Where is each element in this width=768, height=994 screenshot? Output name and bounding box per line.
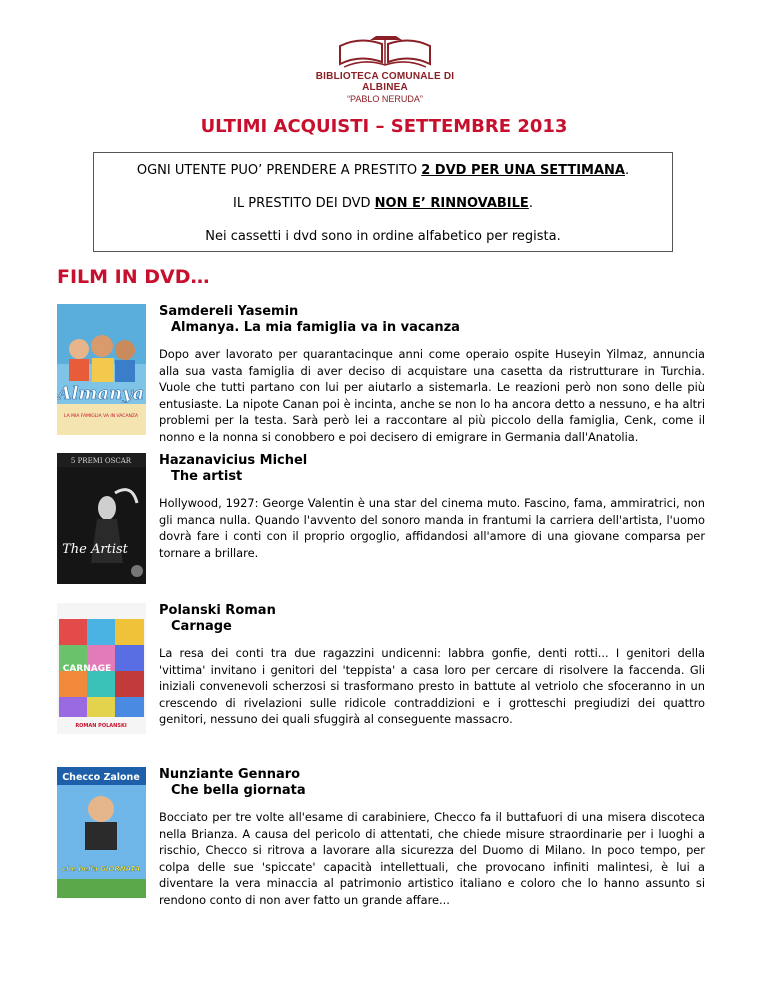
section-title: FILM IN DVD… bbox=[57, 266, 210, 288]
film-director: Samdereli Yasemin bbox=[159, 304, 299, 319]
notice-line-2 bbox=[94, 196, 672, 211]
film-title: The artist bbox=[171, 469, 243, 484]
film-title: Che bella giornata bbox=[171, 783, 306, 798]
notice-line-2-bold: NON E’ RINNOVABILE bbox=[374, 196, 529, 211]
notice-line-1 bbox=[94, 163, 672, 178]
film-director: Hazanavicius Michel bbox=[159, 453, 308, 468]
cover-subtitle: che bella GIORNATA bbox=[62, 865, 140, 873]
film-description: Dopo aver lavorato per quarantacinque anni come operaio ospite Huseyin Yilmaz, annuncia alla sua vasta famiglia di aver deciso di acquistare una casetta da ristrutturare in Turchia. Vuole che tutti partano con lui per aiutarlo a sistemarla. Le reazioni però non sono delle più entusiaste. La nipote Canan poi è incinta, anche se non lo ha ancora detto a nessuno, e ha altri problemi per la testa. Sarà però lei a raccontare al più piccolo della famiglia, Cenk, come il nonno e la nonna si conobbero e poi decisero di emigrare in Germania dall'Anatolia. bbox=[159, 347, 705, 444]
film-description: La resa dei conti tra due ragazzini undicenni: labbra gonfie, denti rotti... I genitori della 'vittima' invitano i genitori del 'teppista' a casa loro per cercare di risolvere la faccenda. Gli iniziali convenevoli scherzosi si trasformano presto in battute al vetriolo che sfoceranno in un crescendo di rivelazioni sulle ridicole contraddizioni e i grotteschi pregiudizi dei quattro genitori, nessuno dei quali sfuggirà al conseguente massacro. bbox=[159, 646, 705, 726]
notice-line-2-end: . bbox=[528, 196, 533, 211]
notice-line-1-bold: 2 DVD PER UNA SETTIMANA bbox=[421, 163, 625, 178]
film-description: Hollywood, 1927: George Valentin è una star del cinema muto. Fascino, fama, ammiratrici, non gli manca nulla. Quando l'avvento del sonoro manda in frantumi la carriera dell'artista, l'uomo dovrà fare i conti con il proprio orgoglio, affidandosi all'amore di una giovane comparsa per tornare a brillare. bbox=[159, 496, 705, 560]
film-director: Nunziante Gennaro bbox=[159, 767, 301, 782]
dvd-cover-image bbox=[57, 304, 146, 435]
notice-line-3: Nei cassetti i dvd sono in ordine alfabetico per regista. bbox=[205, 229, 561, 244]
dvd-cover-image bbox=[57, 453, 146, 584]
cover-title: CARNAGE bbox=[62, 664, 112, 674]
cover-title: The Artist bbox=[62, 542, 128, 557]
open-book-logo-icon bbox=[330, 34, 440, 70]
library-subtitle: “PABLO NERUDA” bbox=[347, 94, 423, 104]
notice-line-1-end: . bbox=[625, 163, 630, 178]
loan-notice-box bbox=[93, 152, 673, 252]
notice-line-1-text: OGNI UTENTE PUO’ PRENDERE A PRESTITO bbox=[136, 163, 422, 178]
library-logo bbox=[300, 34, 470, 104]
cover-subtitle: ROMAN POLANSKI bbox=[75, 723, 127, 729]
dvd-cover-image bbox=[57, 603, 146, 734]
film-title: Almanya. La mia famiglia va in vacanza bbox=[171, 320, 460, 335]
page-title: ULTIMI ACQUISTI – SETTEMBRE 2013 bbox=[200, 116, 568, 137]
cover-subtitle: 5 PREMI OSCAR bbox=[70, 457, 132, 465]
cover-title: Almanya bbox=[57, 383, 145, 404]
dvd-cover-image bbox=[57, 767, 146, 898]
cover-title: Checco Zalone bbox=[62, 772, 140, 783]
notice-line-2-text: IL PRESTITO DEI DVD bbox=[233, 196, 375, 211]
film-director: Polanski Roman bbox=[159, 603, 276, 618]
cover-subtitle: LA MIA FAMIGLIA VA IN VACANZA bbox=[63, 414, 139, 419]
film-title: Carnage bbox=[171, 619, 232, 634]
film-description: Bocciato per tre volte all'esame di carabiniere, Checco fa il buttafuori di una misera discoteca nella Brianza. A causa del pericolo di attentati, che chiede misure straordinarie per i luoghi a rischio, Checco si ritrova a lavorare alla sicurezza del Duomo di Milano. In poco tempo, per colpa delle sue 'spiccate' capacità intellettuali, che provocano infiniti malintesi, è lui a diventare la vera minaccia al patrimonio artistico italiano e coloro che lo hanno assunto si rendono conto di non aver fatto un grande affare... bbox=[159, 810, 705, 907]
library-name: BIBLIOTECA COMUNALE DI ALBINEA bbox=[315, 71, 455, 93]
